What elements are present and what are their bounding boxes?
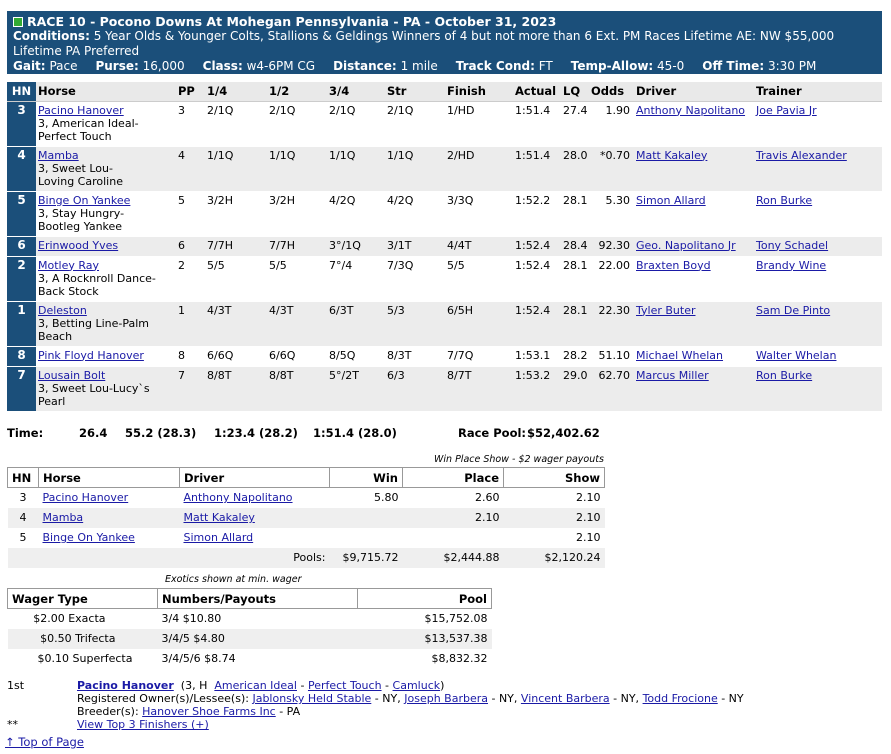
horse-cell [36,346,176,366]
horse-cell [36,146,176,191]
horse-cell [36,301,176,346]
hn-cell: 4 [7,146,36,191]
table-row [7,301,882,346]
trainer-link[interactable]: Walter Whelan [756,348,837,362]
winner-place: 1st [7,679,25,692]
track-label: Track Cond: [455,59,535,73]
actual-cell: 1:51.4 [513,146,561,191]
owner-link[interactable]: Todd Frocione [642,692,718,705]
finish-cell: 6/5H [445,301,513,346]
winner-horse-link[interactable]: Pacino Hanover [77,679,174,692]
horse-pedigree: 3, Stay Hungry- [38,206,125,220]
lq-cell: 28.4 [561,236,589,256]
time-quarter: 26.4 [79,426,108,440]
time-final: 1:51.4 (28.0) [313,426,397,440]
time-three-quarter: 1:23.4 (28.2) [214,426,298,440]
q3-cell: 6/3T [327,301,385,346]
q1-cell: 2/1Q [205,101,267,146]
trainer-link[interactable]: Joe Pavia Jr [756,103,817,117]
pp-cell: 1 [176,301,205,346]
driver-cell [634,146,754,191]
actual-cell: 1:51.4 [513,101,561,146]
finish-cell: 2/HD [445,146,513,191]
pp-cell: 3 [176,101,205,146]
winner-age-sex: (3, H [180,679,208,692]
wps-pool-place: $2,444.88 [403,548,504,568]
exotic-pool: $8,832.32 [358,649,492,669]
horse-cell [36,236,176,256]
breeder-label: Breeder(s): [77,705,139,718]
lq-cell: 27.4 [561,101,589,146]
col-horse: Horse [36,82,176,101]
wps-show: 2.10 [504,528,605,548]
hn-cell: 3 [7,101,36,146]
owner-link[interactable]: Vincent Barbera [520,692,610,705]
q3-cell: 7°/4 [327,256,385,301]
odds-cell: 22.00 [589,256,634,301]
horse-cell [36,101,176,146]
horse-pedigree: 3, Betting Line-Palm [38,316,149,330]
horse-pedigree-2: Pearl [38,394,66,408]
exotic-type: $2.00 Exacta [8,609,158,629]
trainer-link[interactable]: Travis Alexander [756,148,847,162]
q3-cell: 8/5Q [327,346,385,366]
track-value: FT [538,59,553,73]
horse-link[interactable]: Erinwood Yves [38,238,119,252]
exotic-pool: $15,752.08 [358,609,492,629]
actual-cell: 1:52.4 [513,301,561,346]
horse-link[interactable]: Pacino Hanover [38,103,124,117]
q1-cell: 1/1Q [205,146,267,191]
wps-col-hn: HN [8,468,39,488]
wps-show: 2.10 [504,488,605,508]
str-cell: 7/3Q [385,256,445,301]
finish-cell: 3/3Q [445,191,513,236]
trainer-cell [754,346,882,366]
owner-state: - NY, [487,692,518,705]
horse-pedigree: 3, Sweet Lou- [38,161,113,175]
pp-cell: 7 [176,366,205,411]
lq-cell: 28.1 [561,256,589,301]
race-title-row [13,14,876,29]
q1-cell: 5/5 [205,256,267,301]
race-details [13,59,876,74]
wps-header-row [8,468,605,488]
driver-cell [634,236,754,256]
pp-cell: 6 [176,236,205,256]
race-status-icon [13,17,23,27]
q1-cell: 8/8T [205,366,267,411]
lq-cell: 28.2 [561,346,589,366]
wps-row [8,508,605,528]
exotics-col-payouts: Numbers/Payouts [158,589,358,609]
finish-cell: 4/4T [445,236,513,256]
q2-cell: 3/2H [267,191,327,236]
hn-cell: 1 [7,301,36,346]
race-conditions [13,29,876,59]
horse-link[interactable]: Pink Floyd Hanover [38,348,144,362]
hn-cell: 7 [7,366,36,411]
wps-row [8,528,605,548]
purse-value: 16,000 [142,59,185,73]
str-cell: 5/3 [385,301,445,346]
trainer-link[interactable]: Tony Schadel [756,238,829,252]
col-half: 1/2 [267,82,327,101]
wps-horse-cell [39,528,180,548]
odds-cell: *0.70 [589,146,634,191]
hn-cell: 8 [7,346,36,366]
odds-cell: 5.30 [589,191,634,236]
race-pool-value: $52,402.62 [527,426,600,440]
driver-cell [634,191,754,236]
trainer-cell [754,256,882,301]
odds-cell: 92.30 [589,236,634,256]
q1-cell: 4/3T [205,301,267,346]
horse-link[interactable]: Deleston [38,303,87,317]
owner-state: - NY, [371,692,401,705]
wps-col-driver: Driver [180,468,330,488]
horse-pedigree-2: Beach [38,329,73,343]
exotics-col-type: Wager Type [8,589,158,609]
wps-col-win: Win [330,468,403,488]
trainer-cell [754,191,882,236]
str-cell: 8/3T [385,346,445,366]
winner-line [77,679,444,692]
actual-cell: 1:52.4 [513,256,561,301]
breeder-line [77,705,300,718]
table-row [7,101,882,146]
trainer-link[interactable]: Ron Burke [756,368,813,382]
hn-cell: 6 [7,236,36,256]
wps-pool-win: $9,715.72 [330,548,403,568]
horse-cell [36,256,176,301]
wps-pools-label: Pools: [180,548,330,568]
wps-horse-cell [39,488,180,508]
horse-pedigree-2: Bootleg Yankee [38,219,123,233]
finish-cell: 8/7T [445,366,513,411]
actual-cell: 1:53.2 [513,366,561,411]
horse-pedigree: 3, A Rocknroll Dance- [38,271,156,285]
driver-link[interactable]: Tyler Buter [636,303,696,317]
results-header-row [7,82,882,101]
exotic-payout: 3/4/5/6 $8.74 [158,649,358,669]
driver-link[interactable]: Braxten Boyd [636,258,711,272]
winner-damsire-link[interactable]: Camluck [392,679,441,692]
col-pp: PP [176,82,205,101]
class-label: Class: [202,59,243,73]
horse-cell [36,366,176,411]
col-quarter: 1/4 [205,82,267,101]
class-value: w4-6PM CG [246,59,316,73]
conditions-label: Conditions: [13,29,90,43]
wps-horse-link[interactable]: Pacino Hanover [42,491,129,505]
wps-show: 2.10 [504,508,605,528]
wps-hn: 5 [8,528,39,548]
trainer-cell [754,146,882,191]
str-cell: 1/1Q [385,146,445,191]
wps-row [8,488,605,508]
q2-cell: 7/7H [267,236,327,256]
q2-cell: 1/1Q [267,146,327,191]
q2-cell: 5/5 [267,256,327,301]
driver-link[interactable]: Geo. Napolitano Jr [636,238,736,252]
owners-line [77,692,744,705]
col-three-quarter: 3/4 [327,82,385,101]
wps-driver-cell [180,528,330,548]
gait-label: Gait: [13,59,46,73]
wps-horse-cell [39,508,180,528]
temp-label: Temp-Allow: [570,59,654,73]
horse-pedigree: 3, American Ideal- [38,116,139,130]
gait-value: Pace [49,59,78,73]
exotic-type: $0.10 Superfecta [8,649,158,669]
table-row [7,366,882,411]
horse-pedigree-2: Loving Caroline [38,174,123,188]
lq-cell: 28.1 [561,191,589,236]
col-stretch: Str [385,82,445,101]
q3-cell: 2/1Q [327,101,385,146]
pedigree-close: ) [440,679,445,692]
conditions-text: 5 Year Olds & Younger Colts, Stallions & Geldings Winners of 4 but not more than 6 Ext. PM Races Lifetime AE: NW $55,000 Lifetime PA Preferred [13,29,835,58]
wps-win: 5.80 [330,488,403,508]
driver-cell [634,346,754,366]
driver-cell [634,301,754,346]
driver-cell [634,256,754,301]
actual-cell: 1:53.1 [513,346,561,366]
wps-hn: 4 [8,508,39,528]
distance-value: 1 mile [400,59,438,73]
horse-link[interactable]: Binge On Yankee [38,193,131,207]
pp-cell: 5 [176,191,205,236]
hn-cell: 5 [7,191,36,236]
wps-place: 2.60 [403,488,504,508]
horse-link[interactable]: Lousain Bolt [38,368,106,382]
owner-state: - NY, [609,692,640,705]
driver-link[interactable]: Michael Whelan [636,348,724,362]
str-cell: 2/1Q [385,101,445,146]
trainer-link[interactable]: Sam De Pinto [756,303,831,317]
pedigree-sep-1: - [296,679,308,692]
q3-cell: 4/2Q [327,191,385,236]
finish-cell: 5/5 [445,256,513,301]
q2-cell: 8/8T [267,366,327,411]
owner-link[interactable]: Joseph Barbera [404,692,488,705]
col-driver: Driver [634,82,754,101]
col-odds: Odds [589,82,634,101]
race-header [7,11,882,74]
wps-place: 2.10 [403,508,504,528]
wps-col-place: Place [403,468,504,488]
q1-cell: 6/6Q [205,346,267,366]
str-cell: 4/2Q [385,191,445,236]
owners-label: Registered Owner(s)/Lessee(s): [77,692,249,705]
distance-label: Distance: [333,59,397,73]
trainer-cell [754,301,882,346]
time-label: Time: [7,426,44,440]
wps-note: Win Place Show - $2 wager payouts [434,454,604,465]
off-time-label: Off Time: [702,59,765,73]
wps-pool-show: $2,120.24 [504,548,605,568]
off-time-value: 3:30 PM [767,59,817,73]
exotic-type: $0.50 Trifecta [8,629,158,649]
odds-cell: 22.30 [589,301,634,346]
exotic-payout: 3/4 $10.80 [158,609,358,629]
pedigree-sep-2: - [381,679,393,692]
top-of-page-link[interactable]: ↑ Top of Page [5,735,84,749]
exotics-col-pool: Pool [358,589,492,609]
wps-table [7,467,605,568]
lq-cell: 28.0 [561,146,589,191]
hn-cell: 2 [7,256,36,301]
exotics-note: Exotics shown at min. wager [165,574,302,585]
str-cell: 6/3 [385,366,445,411]
horse-cell [36,191,176,236]
winner-sire-link[interactable]: American Ideal [214,679,297,692]
table-row [7,146,882,191]
results-table [7,82,882,412]
exotics-row [8,609,492,629]
exotic-pool: $13,537.38 [358,629,492,649]
trainer-cell [754,101,882,146]
wps-win [330,508,403,528]
horse-pedigree: 3, Sweet Lou-Lucy`s [38,381,150,395]
owner-state: - NY [717,692,744,705]
q2-cell: 6/6Q [267,346,327,366]
purse-label: Purse: [95,59,139,73]
str-cell: 3/1T [385,236,445,256]
lq-cell: 28.1 [561,301,589,346]
exotic-payout: 3/4/5 $4.80 [158,629,358,649]
trainer-link[interactable]: Ron Burke [756,193,813,207]
horse-link[interactable]: Motley Ray [38,258,100,272]
odds-cell: 51.10 [589,346,634,366]
view-top3-link[interactable]: View Top 3 Finishers (+) [77,718,209,731]
horse-link[interactable]: Mamba [38,148,79,162]
time-half: 55.2 (28.3) [125,426,197,440]
col-finish: Finish [445,82,513,101]
q2-cell: 2/1Q [267,101,327,146]
driver-link[interactable]: Marcus Miller [636,368,709,382]
finish-cell: 1/HD [445,101,513,146]
exotics-header-row [8,589,492,609]
table-row [7,256,882,301]
driver-cell [634,101,754,146]
odds-cell: 1.90 [589,101,634,146]
driver-link[interactable]: Simon Allard [636,193,706,207]
wps-driver-link[interactable]: Anthony Napolitano [183,491,293,505]
pp-cell: 8 [176,346,205,366]
trainer-cell [754,236,882,256]
wps-win [330,528,403,548]
wps-col-horse: Horse [39,468,180,488]
race-title: RACE 10 - Pocono Downs At Mohegan Pennsylvania - PA - October 31, 2023 [27,14,557,29]
q3-cell: 3°/1Q [327,236,385,256]
exotics-row [8,649,492,669]
q2-cell: 4/3T [267,301,327,346]
pp-cell: 2 [176,256,205,301]
finish-cell: 7/7Q [445,346,513,366]
wps-pools-row [8,548,605,568]
trainer-link[interactable]: Brandy Wine [756,258,827,272]
driver-link[interactable]: Matt Kakaley [636,148,708,162]
q3-cell: 5°/2T [327,366,385,411]
owner-link[interactable]: Jablonsky Held Stable [252,692,372,705]
wps-place [403,528,504,548]
col-hn: HN [7,82,36,101]
exotics-row [8,629,492,649]
q1-cell: 7/7H [205,236,267,256]
exotics-table [7,588,492,669]
trainer-cell [754,366,882,411]
wps-driver-link[interactable]: Simon Allard [183,531,254,544]
odds-cell: 62.70 [589,366,634,411]
driver-cell [634,366,754,411]
breeder-link[interactable]: Hanover Shoe Farms Inc [142,705,276,718]
stars-marker: ** [7,718,18,731]
wps-horse-link[interactable]: Binge On Yankee [42,531,135,544]
actual-cell: 1:52.4 [513,236,561,256]
breeder-state: - PA [275,705,301,718]
table-row [7,191,882,236]
wps-col-show: Show [504,468,605,488]
col-actual: Actual [513,82,561,101]
q1-cell: 3/2H [205,191,267,236]
race-pool-label: Race Pool: [458,426,527,440]
pp-cell: 4 [176,146,205,191]
wps-driver-cell [180,508,330,528]
actual-cell: 1:52.2 [513,191,561,236]
col-trainer: Trainer [754,82,882,101]
table-row [7,236,882,256]
col-lq: LQ [561,82,589,101]
horse-pedigree-2: Back Stock [38,284,99,298]
top3-line [77,718,209,731]
temp-value: 45-0 [657,59,685,73]
q3-cell: 1/1Q [327,146,385,191]
table-row [7,346,882,366]
wps-horse-link[interactable]: Mamba [42,511,84,524]
horse-pedigree-2: Perfect Touch [38,129,112,143]
wps-driver-link[interactable]: Matt Kakaley [183,511,255,524]
lq-cell: 29.0 [561,366,589,411]
wps-hn: 3 [8,488,39,508]
wps-driver-cell [180,488,330,508]
driver-link[interactable]: Anthony Napolitano [636,103,746,117]
winner-dam-link[interactable]: Perfect Touch [307,679,382,692]
